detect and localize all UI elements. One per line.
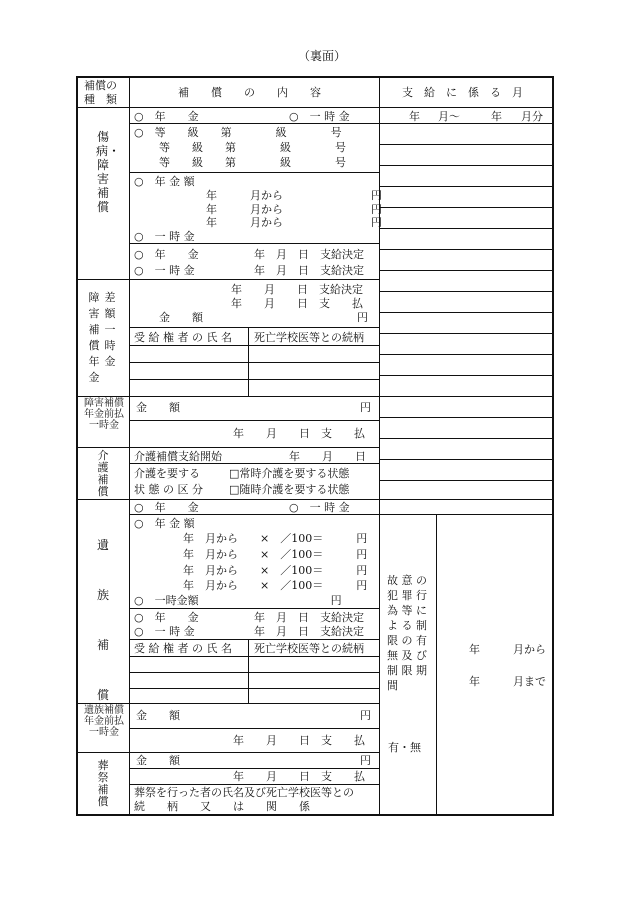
injury-grade-line-1: ○ 等 級 第 級 号 bbox=[134, 126, 342, 139]
injury-amount-row-3: 年 月から 円 bbox=[206, 216, 382, 229]
period-month-end-label: 月分 bbox=[521, 110, 543, 123]
col-content-header: 補 償 の 内 容 bbox=[178, 86, 321, 99]
diff-decision-date: 年 月 日 支給決定 bbox=[231, 283, 363, 296]
survivor-amount-label: ○ 年 金 額 bbox=[134, 517, 195, 530]
diff-amount: 金 額 円 bbox=[159, 311, 368, 324]
diff-relation-header: 死亡学校医等との続柄 bbox=[254, 331, 364, 344]
restriction-period-until: 年 月まで bbox=[469, 675, 546, 688]
survivor-advance-paid-date: 年 月 日 支 払 bbox=[233, 734, 365, 747]
survivor-lump-option: ○ 一 時 金 bbox=[289, 501, 350, 514]
care-constant-checkbox[interactable]: □常時介護を要する状態 bbox=[229, 467, 350, 480]
diff-recipient-header: 受 給 権 者 の 氏 名 bbox=[134, 331, 232, 344]
injury-grade-line-3: 等 級 第 級 号 bbox=[159, 156, 346, 169]
col-type-line1: 補償の bbox=[84, 79, 117, 92]
col-period-header: 支 給 に 係 る 月 bbox=[402, 86, 523, 99]
injury-amount-label: ○ 年 金 額 bbox=[134, 175, 195, 188]
restriction-line-6: 無 及 び bbox=[387, 649, 427, 662]
injury-pension-option: ○ 年 金 bbox=[134, 110, 199, 123]
survivor-label: 遺族補償 bbox=[96, 538, 109, 702]
injury-amount-row-2: 年 月から 円 bbox=[206, 203, 382, 216]
restriction-yes-no[interactable]: 有・無 bbox=[388, 741, 421, 754]
care-label: 介護補償 bbox=[97, 449, 109, 498]
care-start-label: 介護補償支給開始 bbox=[134, 450, 222, 463]
funeral-amount-label: 金 額 bbox=[136, 754, 180, 767]
funeral-amount-unit: 円 bbox=[360, 754, 371, 767]
survivor-decision-lump: ○ 一 時 金 bbox=[134, 625, 195, 638]
restriction-period-from: 年 月から bbox=[469, 643, 546, 656]
care-need-label-1: 介護を要する bbox=[134, 467, 200, 480]
advance-amount-unit: 円 bbox=[360, 401, 371, 414]
survivor-decision-lump-date: 年 月 日 支給決定 bbox=[254, 625, 364, 638]
survivor-advance-amount-unit: 円 bbox=[360, 709, 371, 722]
period-year-label: 年 bbox=[409, 110, 420, 123]
care-need-label-2: 状 態 の 区 分 bbox=[134, 483, 203, 496]
survivor-row-3: 年 月から × ／100＝ 円 bbox=[183, 564, 368, 577]
restriction-line-1: 故 意 の bbox=[387, 574, 427, 587]
survivor-advance-amount-label: 金 額 bbox=[136, 709, 180, 722]
restriction-line-7: 制 限 期 bbox=[387, 664, 427, 677]
restriction-line-8: 間 bbox=[387, 679, 398, 692]
injury-decision-lump-date: 年 月 日 支給決定 bbox=[254, 264, 364, 277]
funeral-name-label-1: 葬祭を行った者の氏名及び死亡学校医等との bbox=[134, 786, 354, 799]
injury-lump-label: ○ 一 時 金 bbox=[134, 230, 195, 243]
restriction-line-4: よ る 制 bbox=[387, 619, 427, 632]
injury-decision-pension: ○ 年 金 bbox=[134, 248, 199, 261]
care-occasional-checkbox[interactable]: □随時介護を要する状態 bbox=[229, 483, 350, 496]
survivor-decision-pension-date: 年 月 日 支給決定 bbox=[254, 611, 364, 624]
survivor-decision-pension: ○ 年 金 bbox=[134, 611, 199, 624]
survivor-row-4: 年 月から × ／100＝ 円 bbox=[183, 579, 368, 592]
survivor-row-2: 年 月から × ／100＝ 円 bbox=[183, 548, 368, 561]
survivor-recipient-header: 受 給 権 者 の 氏 名 bbox=[134, 642, 232, 655]
injury-decision-lump: ○ 一 時 金 bbox=[134, 264, 195, 277]
funeral-name-label-2: 続 柄 又 は 関 係 bbox=[134, 800, 310, 813]
funeral-label: 葬祭補償 bbox=[97, 759, 109, 808]
period-month-from-label: 月〜 bbox=[438, 110, 460, 123]
back-side-title: （裏面） bbox=[298, 49, 347, 63]
funeral-paid-date: 年 月 日 支 払 bbox=[233, 770, 365, 783]
injury-decision-pension-date: 年 月 日 支給決定 bbox=[254, 248, 364, 261]
restriction-line-5: 限 の 有 bbox=[387, 634, 427, 647]
survivor-pension-option: ○ 年 金 bbox=[134, 501, 199, 514]
survivor-advance-label: 遺族補償年金前払一時金 bbox=[84, 705, 124, 738]
diff-label-left: 障害補償年金 bbox=[88, 291, 100, 384]
survivor-lump-amount: ○ 一時金額 円 bbox=[134, 594, 342, 607]
period-year2-label: 年 bbox=[491, 110, 502, 123]
advance-paid-date: 年 月 日 支 払 bbox=[233, 427, 365, 440]
injury-lump-option: ○ 一 時 金 bbox=[289, 110, 350, 123]
injury-amount-row-1: 年 月から 円 bbox=[206, 189, 382, 202]
care-start-date: 年 月 日 bbox=[289, 450, 366, 463]
injury-label: 傷病・障害補償 bbox=[96, 130, 121, 214]
restriction-line-3: 為 等 に bbox=[387, 604, 427, 617]
survivor-relation-header: 死亡学校医等との続柄 bbox=[254, 642, 364, 655]
col-type-line2: 種 類 bbox=[84, 93, 117, 106]
restriction-line-2: 犯 罪 行 bbox=[387, 589, 427, 602]
survivor-row-1: 年 月から × ／100＝ 円 bbox=[183, 532, 368, 545]
injury-grade-line-2: 等 級 第 級 号 bbox=[159, 141, 346, 154]
advance-amount-label: 金 額 bbox=[136, 401, 180, 414]
advance-label: 障害補償年金前払一時金 bbox=[84, 398, 124, 431]
diff-label-right: 差額一時金 bbox=[104, 291, 116, 368]
diff-paid-date: 年 月 日 支 払 bbox=[231, 297, 363, 310]
